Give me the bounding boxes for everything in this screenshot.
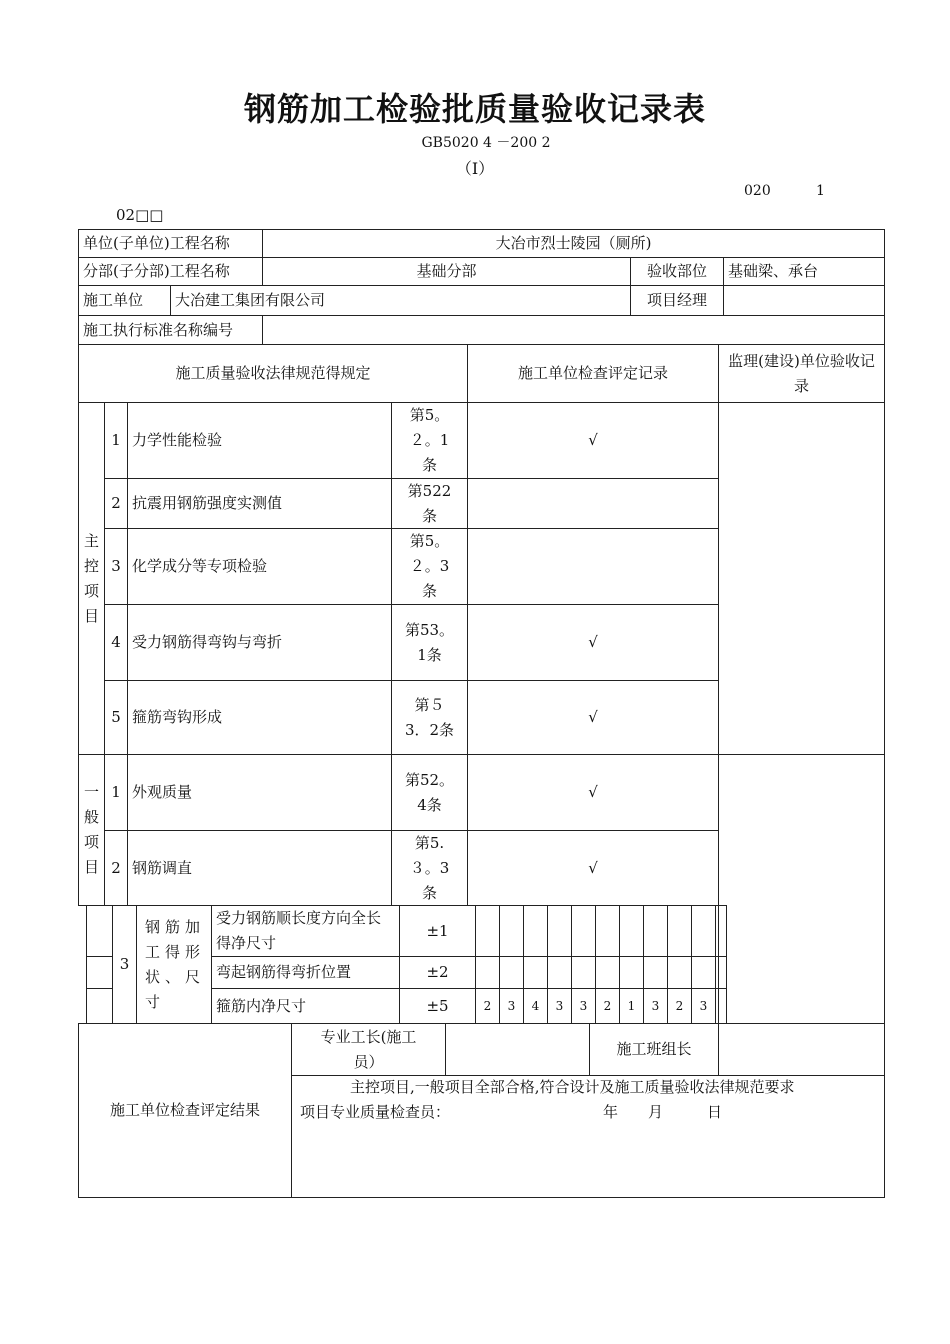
measure-value-cell	[619, 905, 644, 957]
measure-value-cell: 2	[475, 988, 500, 1024]
main-item-result	[467, 528, 719, 605]
general-item-clause: 第52。4条	[391, 754, 468, 831]
main-item-clause: 第53。1条	[391, 604, 468, 681]
measure-value-cell: 2	[667, 988, 692, 1024]
main-item-clause: 第５3．2条	[391, 680, 468, 755]
main-group-text: 主控项目	[83, 531, 99, 625]
measure-value-cell	[499, 905, 524, 957]
measure-value-cell	[667, 905, 692, 957]
measure-value-cell: 3	[643, 988, 668, 1024]
result-conclusion: 主控项目,一般项目全部合格,符合设计及施工质量验收法律规范要求	[350, 1078, 795, 1096]
measure-value-cell: 1	[619, 988, 644, 1024]
header-supervise: 监理(建设)单位验收记录	[718, 344, 885, 403]
general-item-clause: 第5.３。3条	[391, 830, 468, 906]
foreman-label: 专业工长(施工员）	[291, 1023, 446, 1076]
measure-value-cell	[571, 905, 596, 957]
measure-spacer	[86, 956, 113, 989]
measure-value-cell	[571, 956, 596, 989]
measure-value-cell	[523, 905, 548, 957]
measure-spacer	[86, 988, 113, 1024]
standard-code: GB5020 4 －200 2	[421, 135, 551, 151]
form-roman-number: （Ⅰ）	[455, 159, 495, 178]
main-item-result: √	[467, 680, 719, 755]
measure-row-tolerance: ±1	[399, 905, 476, 957]
general-supervise-cell	[718, 754, 885, 1024]
date-month: 月	[648, 1103, 664, 1121]
measure-value-cell	[595, 956, 620, 989]
foreman-value	[445, 1023, 590, 1076]
measure-row-tolerance: ±5	[399, 988, 476, 1024]
measure-edge-cell	[715, 988, 727, 1024]
measure-value-cell	[475, 956, 500, 989]
general-item-name: 钢筋调直	[127, 830, 392, 906]
measure-value-cell: 2	[595, 988, 620, 1024]
measure-row-name: 弯起钢筋得弯折位置	[211, 956, 400, 989]
inspector-label: 项目专业质量检查员：	[300, 1103, 451, 1121]
measure-edge-cell	[715, 905, 727, 957]
measure-row-tolerance: ±2	[399, 956, 476, 989]
main-item-no: 2	[104, 478, 128, 529]
result-label: 施工单位检查评定结果	[78, 1023, 292, 1198]
main-item-clause: 第5。２。3条	[391, 528, 468, 605]
measure-value-cell: 3	[547, 988, 572, 1024]
measure-row-name: 受力钢筋顺长度方向全长得净尺寸	[211, 905, 400, 957]
standard-value	[262, 315, 885, 345]
date-day: 日	[707, 1103, 723, 1121]
measure-spacer	[86, 905, 113, 957]
measure-value-cell	[547, 905, 572, 957]
measure-value-cell: 3	[499, 988, 524, 1024]
measure-item-name: 钢筋加工得形状、尺寸	[136, 905, 212, 1024]
measure-value-cell	[475, 905, 500, 957]
measure-value-cell	[547, 956, 572, 989]
contractor-value: 大冶建工集团有限公司	[170, 285, 631, 316]
subproject-value: 基础分部	[262, 257, 631, 286]
measure-value-cell	[691, 905, 716, 957]
measure-item-no: 3	[112, 905, 137, 1024]
general-item-name: 外观质量	[127, 754, 392, 831]
date-year: 年	[603, 1103, 619, 1121]
measure-value-cell	[619, 956, 644, 989]
header-check: 施工单位检查评定记录	[467, 344, 719, 403]
manager-value	[723, 285, 885, 316]
measure-value-cell	[643, 905, 668, 957]
measure-value-cell	[667, 956, 692, 989]
accept-part-value: 基础梁、承台	[723, 257, 885, 286]
form-code-a: 020	[744, 183, 771, 199]
general-item-result: √	[467, 830, 719, 906]
general-group-text: 一般项目	[83, 783, 99, 876]
manager-label: 项目经理	[630, 285, 724, 316]
main-item-no: 3	[104, 528, 128, 605]
main-item-name: 箍筋弯钩形成	[127, 680, 392, 755]
main-item-name: 受力钢筋得弯钩与弯折	[127, 604, 392, 681]
main-item-clause: 第522条	[391, 478, 468, 529]
main-item-clause: 第5。２。1条	[391, 402, 468, 479]
form-code-c: 02□□	[116, 206, 164, 224]
general-item-no: 2	[104, 830, 128, 906]
main-item-result	[467, 478, 719, 529]
unit-label: 单位(子单位)工程名称	[78, 229, 263, 258]
measure-value-cell: 4	[523, 988, 548, 1024]
main-item-name: 力学性能检验	[127, 402, 392, 479]
team-leader-label: 施工班组长	[589, 1023, 719, 1076]
measure-value-cell	[691, 956, 716, 989]
main-item-result: √	[467, 604, 719, 681]
main-item-name: 化学成分等专项检验	[127, 528, 392, 605]
general-item-no: 1	[104, 754, 128, 831]
form-code-b: 1	[816, 183, 825, 199]
main-group-label	[78, 402, 105, 755]
measure-value-cell	[499, 956, 524, 989]
main-supervise-cell	[718, 402, 885, 755]
main-item-result: √	[467, 402, 719, 479]
measure-value-cell: 3	[571, 988, 596, 1024]
measure-value-cell	[595, 905, 620, 957]
general-group-label	[78, 754, 105, 906]
general-item-result: √	[467, 754, 719, 831]
measure-row-name: 箍筋内净尺寸	[211, 988, 400, 1024]
measure-edge-cell	[715, 956, 727, 989]
main-item-name: 抗震用钢筋强度实测值	[127, 478, 392, 529]
standard-label: 施工执行标准名称编号	[78, 315, 263, 345]
measure-value-cell	[523, 956, 548, 989]
header-spec: 施工质量验收法律规范得规定	[78, 344, 468, 403]
unit-value: 大冶市烈士陵园（厕所)	[262, 229, 885, 258]
accept-part-label: 验收部位	[630, 257, 724, 286]
measure-value-cell	[643, 956, 668, 989]
main-item-no: 4	[104, 604, 128, 681]
main-item-no: 1	[104, 402, 128, 479]
measure-value-cell: 3	[691, 988, 716, 1024]
contractor-label: 施工单位	[78, 285, 171, 316]
team-leader-value	[718, 1023, 885, 1076]
subproject-label: 分部(子分部)工程名称	[78, 257, 263, 286]
page-title: 钢筋加工检验批质量验收记录表	[243, 90, 706, 128]
main-item-no: 5	[104, 680, 128, 755]
